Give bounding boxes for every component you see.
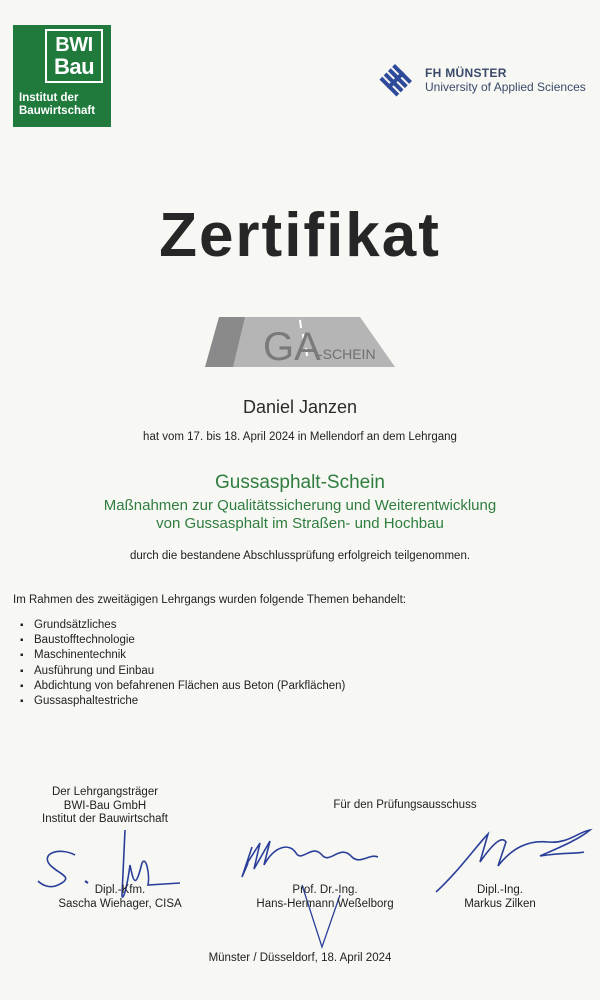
topics-list	[20, 618, 345, 709]
course-provider-block	[30, 786, 180, 827]
topic-item: ▪ Ausführung und Einbau	[20, 664, 345, 679]
recipient-name: Daniel Janzen	[242, 397, 358, 417]
ga-schein-logo	[205, 312, 405, 372]
signatory-3	[430, 884, 570, 911]
bwi-logo-subtitle	[19, 92, 95, 118]
signatory-2	[240, 884, 410, 911]
course-provider-label: Der Lehrgangsträger	[51, 786, 159, 798]
bwi-logo-box	[45, 29, 103, 83]
place-and-date: Münster / Düsseldorf, 18. April 2024	[208, 952, 392, 964]
topic-item: ▪ Baustofftechnologie	[20, 633, 345, 648]
topic-item: ▪ Maschinentechnik	[20, 648, 345, 663]
topic-item: ▪ Grundsätzliches	[20, 618, 345, 633]
bau-logo-text: Bau	[53, 54, 95, 79]
bwi-logo-text: BWI	[55, 34, 93, 56]
signatory-1-name: Sascha Wiehager, CISA	[58, 897, 182, 910]
course-subtitle-2: von Gussasphalt im Straßen- und Hochbau	[156, 515, 444, 532]
course-subtitle-1: Maßnahmen zur Qualitätssicherung und Weiterentwicklung	[103, 497, 497, 514]
signatory-1-title: Dipl.-Kfm.	[94, 884, 146, 896]
topic-item: ▪ Gussasphaltestriche	[20, 694, 345, 709]
signatory-2-name: Hans-Hermann Weßelborg	[256, 897, 394, 910]
ga-logo-text: GA	[263, 325, 321, 369]
course-intro: hat vom 17. bis 18. April 2024 in Mellendorf an dem Lehrgang	[143, 431, 457, 443]
course-title: Gussasphalt-Schein	[214, 472, 386, 493]
signatory-1	[40, 884, 200, 911]
course-provider-company: BWI-Bau GmbH	[63, 799, 147, 812]
course-provider-institute: Institut der Bauwirtschaft	[42, 813, 168, 825]
fh-muenster-logo-text	[425, 66, 586, 94]
topic-item: ▪ Abdichtung von befahrenen Flächen aus Beton (Parkflächen)	[20, 679, 345, 694]
bwi-sub-line1: Institut der	[19, 92, 79, 104]
passed-statement: durch die bestandene Abschlussprüfung erfolgreich teilgenommen.	[129, 550, 471, 562]
bwi-bau-logo	[13, 25, 111, 127]
ga-logo-suffix: -SCHEIN	[318, 346, 376, 362]
topics-intro: Im Rahmen des zweitägigen Lehrgangs wurden folgende Themen behandelt:	[13, 594, 406, 606]
fh-muenster-name: FH MÜNSTER	[425, 66, 507, 80]
exam-board-label: Für den Prüfungsausschuss	[333, 799, 477, 811]
certificate-title: Zertifikat	[159, 201, 441, 270]
fh-muenster-tagline: University of Applied Sciences	[425, 80, 586, 94]
signatory-2-title: Prof. Dr.-Ing.	[292, 884, 358, 896]
signatory-3-title: Dipl.-Ing.	[476, 884, 524, 896]
bwi-sub-line2: Bauwirtschaft	[19, 105, 96, 117]
signatory-3-name: Markus Zilken	[464, 897, 536, 910]
fh-muenster-icon	[376, 62, 414, 100]
